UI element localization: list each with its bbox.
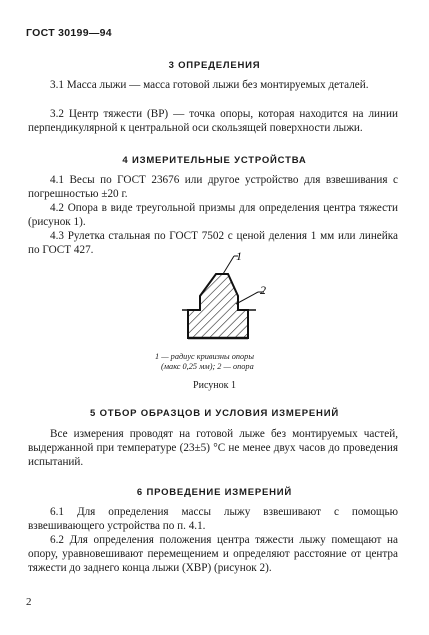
page-number: 2 [26, 596, 32, 608]
section-4-heading: 4 ИЗМЕРИТЕЛЬНЫЕ УСТРОЙСТВА [122, 155, 307, 166]
callout-1-label: 1 [236, 250, 242, 263]
paragraph-4-3: 4.3 Рулетка стальная по ГОСТ 7502 с ценой деления 1 мм или линейка по ГОСТ 427. [28, 230, 398, 257]
section-6-heading: 6 ПРОВЕДЕНИЕ ИЗМЕРЕНИЙ [136, 487, 293, 498]
prism-shape [182, 274, 256, 338]
paragraph-3-2: 3.2 Центр тяжести (ВР) — точка опоры, которая находится на линии перпендикулярной к центральной оси скользящей поверхности лыжи. [28, 108, 398, 135]
caption-line-2: (макс 0,25 мм); 2 — опора [161, 362, 254, 371]
paragraph-6-1: 6.1 Для определения массы лыжу взвешивают с помощью взвешивающего устройства по п. 4.1. [28, 506, 398, 533]
paragraph-5-1: Все измерения проводят на готовой лыже без монтируемых частей, выдержанной при температуре (23±5) °С не менее двух часов до проведения испытаний. [28, 428, 398, 469]
section-5-heading: 5 ОТБОР ОБРАЗЦОВ И УСЛОВИЯ ИЗМЕРЕНИЙ [90, 408, 339, 419]
paragraph-4-2: 4.2 Опора в виде треугольной призмы для определения центра тяжести (рисунок 1). [28, 202, 398, 229]
figure-1-prism-support [178, 250, 298, 350]
caption-line-1: 1 — радиус кривизны опоры [155, 352, 254, 361]
section-3-heading: 3 ОПРЕДЕЛЕНИЯ [168, 60, 261, 71]
figure-1-label: Рисунок 1 [193, 380, 236, 391]
paragraph-6-2: 6.2 Для определения положения центра тяжести лыжу помещают на опору, уравновешивают перемещением и определяют расстояние от центра тяжести до заднего конца лыжи (XBP) (рисунок 2). [28, 534, 398, 575]
document-header: ГОСТ 30199—94 [26, 27, 112, 39]
figure-1-caption [155, 352, 325, 372]
paragraph-3-1: 3.1 Масса лыжи — масса готовой лыжи без монтируемых деталей. [50, 79, 369, 91]
callout-2-label: 2 [260, 283, 266, 297]
paragraph-4-1: 4.1 Весы по ГОСТ 23676 или другое устройство для взвешивания с погрешностью ±20 г. [28, 174, 398, 201]
